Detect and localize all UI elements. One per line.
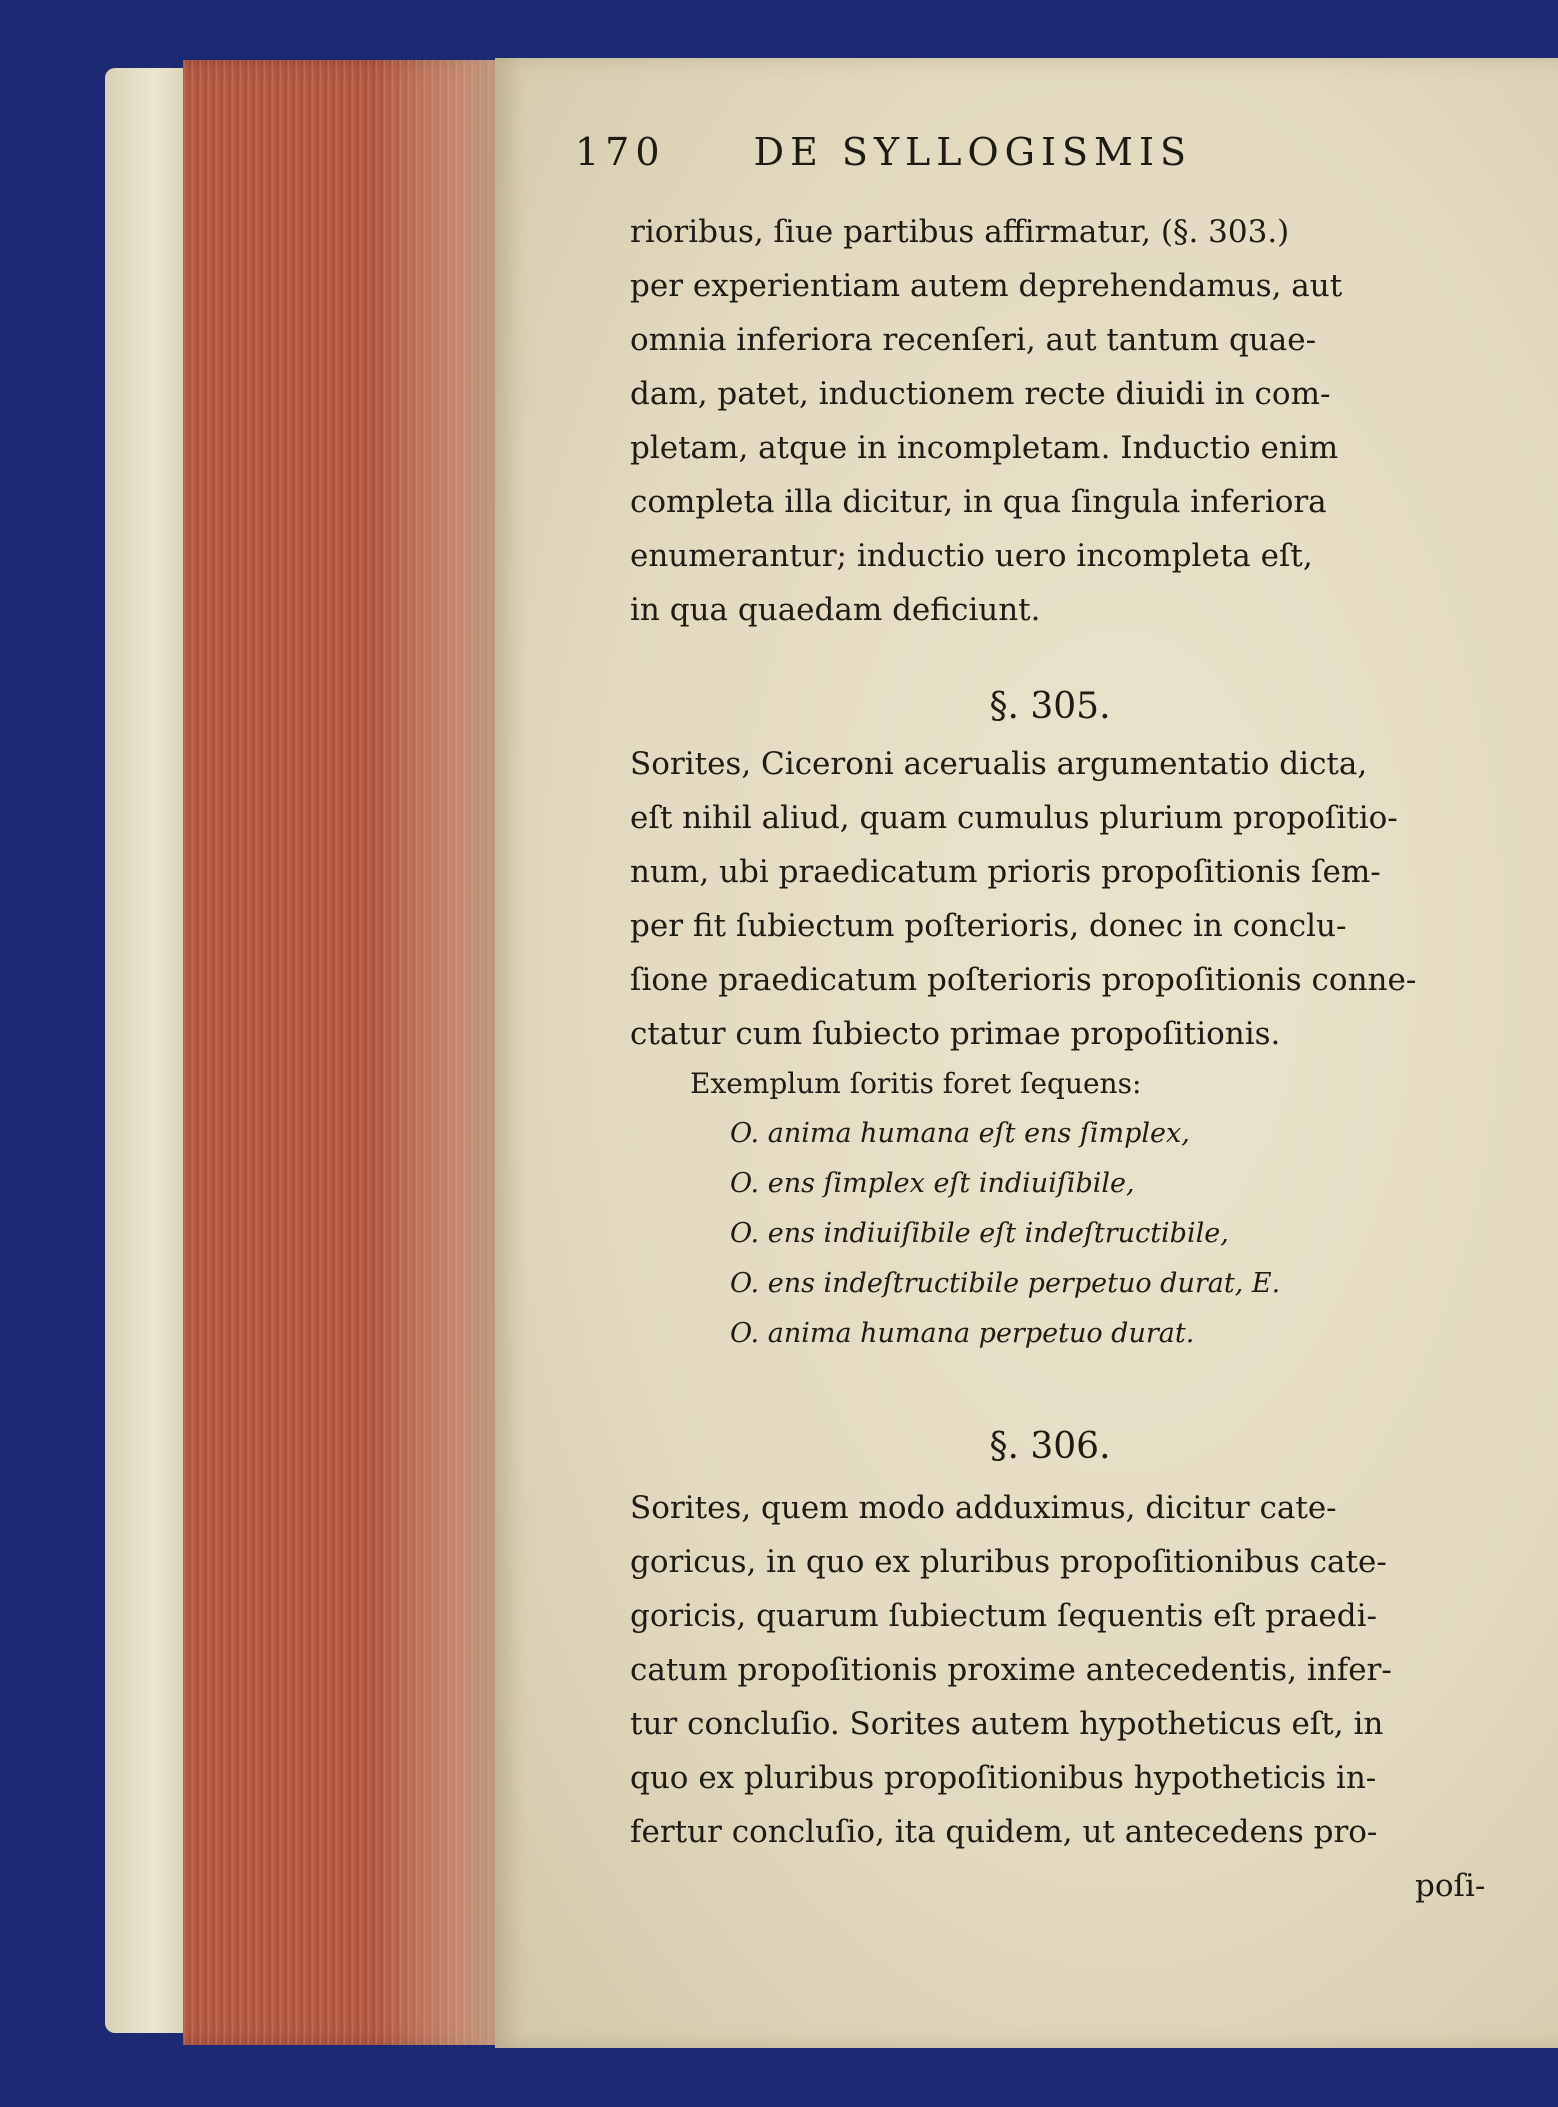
- example-line: O. anima humana perpetuo durat.: [730, 1318, 1195, 1349]
- example-line: O. ens indiuiſibile eſt indeſtructibile,: [730, 1218, 1229, 1249]
- text-line: goricus, in quo ex pluribus propoſitionibus cate-: [630, 1544, 1387, 1580]
- text-line: rioribus, ſiue partibus affirmatur, (§. 303.): [630, 214, 1290, 250]
- section-heading: §. 305.: [989, 686, 1111, 727]
- text-line: enumerantur; inductio uero incompleta eſt,: [630, 538, 1313, 574]
- text-line: num, ubi praedicatum prioris propoſitionis ſem-: [630, 854, 1381, 890]
- text-line: Sorites, Ciceroni acerualis argumentatio dicta,: [630, 746, 1368, 782]
- running-header: [575, 130, 1325, 174]
- section-heading: §. 306.: [989, 1426, 1111, 1467]
- example-line: O. ens indeſtructibile perpetuo durat, E.: [730, 1268, 1281, 1299]
- text-line: dam, patet, inductionem recte diuidi in com-: [630, 376, 1331, 412]
- text-line: in qua quaedam deficiunt.: [630, 592, 1041, 628]
- example-intro: Exemplum ſoritis foret ſequens:: [690, 1067, 1142, 1100]
- text-line: omnia inferiora recenſeri, aut tantum quae-: [630, 322, 1317, 358]
- text-line: goricis, quarum ſubiectum ſequentis eſt praedi-: [630, 1598, 1377, 1634]
- book-cover: [105, 68, 195, 2033]
- text-line: per fit ſubiectum poſterioris, donec in conclu-: [630, 908, 1347, 944]
- text-line: catum propoſitionis proxime antecedentis, infer-: [630, 1652, 1392, 1688]
- catchword: poſi-: [1415, 1868, 1486, 1904]
- example-line: O. anima humana eſt ens ſimplex,: [730, 1118, 1190, 1149]
- text-line: quo ex pluribus propoſitionibus hypotheticis in-: [630, 1760, 1377, 1796]
- text-line: pletam, atque in incompletam. Inductio enim: [630, 430, 1339, 466]
- text-line: ctatur cum ſubiecto primae propoſitionis.: [630, 1016, 1281, 1052]
- page-number: 170: [575, 130, 666, 174]
- text-line: completa illa dicitur, in qua ſingula inferiora: [630, 484, 1327, 520]
- page-edges: [183, 60, 495, 2045]
- text-line: Sorites, quem modo adduximus, dicitur cate-: [630, 1490, 1337, 1526]
- text-line: fertur concluſio, ita quidem, ut antecedens pro-: [630, 1814, 1378, 1850]
- text-line: ſione praedicatum poſterioris propoſitionis conne-: [630, 962, 1417, 998]
- text-line: tur concluſio. Sorites autem hypotheticus eſt, in: [630, 1706, 1384, 1742]
- text-line: per experientiam autem deprehendamus, aut: [630, 268, 1343, 304]
- text-line: eſt nihil aliud, quam cumulus plurium propoſitio-: [630, 800, 1398, 836]
- example-line: O. ens ſimplex eſt indiuiſibile,: [730, 1168, 1135, 1199]
- running-title: DE SYLLOGISMIS: [753, 130, 1193, 174]
